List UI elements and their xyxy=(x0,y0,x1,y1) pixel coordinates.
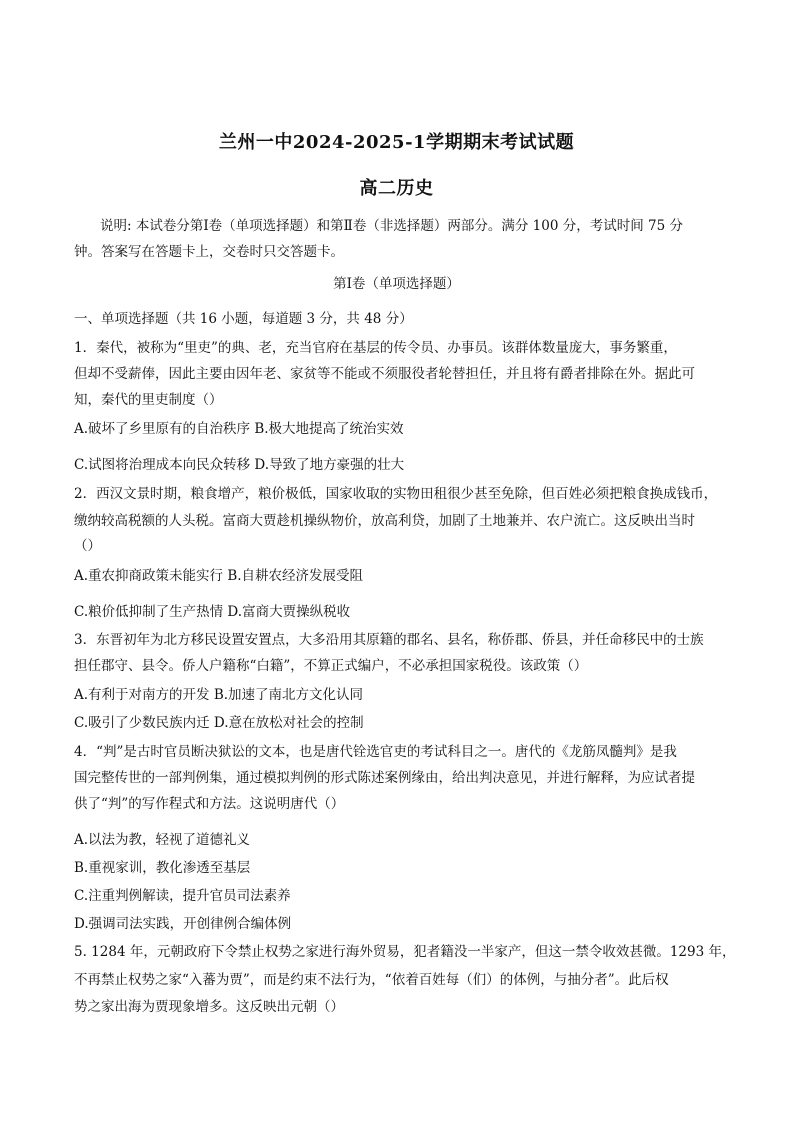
instructions-line-1: 说明: 本试卷分第Ⅰ卷（单项选择题）和第Ⅱ卷（非选择题）两部分。满分 100 分，考试时间 75 分 xyxy=(100,218,683,234)
exam-subtitle: 高二历史 xyxy=(359,178,434,199)
question-1-stem-line: 知，秦代的里吏制度（） xyxy=(74,392,223,408)
question-4-option-c: C.注重判例解读，提升官员司法素养 xyxy=(74,888,291,904)
question-3-stem-line: 3．东晋初年为北方移民设置安置点，大多沿用其原籍的郡名、县名，称侨郡、侨县，并任命移民中的士族 xyxy=(74,632,704,648)
question-4-stem-line: 4．“判”是古时官员断决狱讼的文本，也是唐代铨选官吏的考试科目之一。唐代的《龙筋凤髓判》是我 xyxy=(74,744,677,760)
question-1-stem-line: 但却不受薪俸，因此主要由因年老、家贫等不能或不须服役者轮替担任，并且将有爵者排除在外。据此可 xyxy=(74,366,695,382)
exam-title: 兰州一中2024-2025-1学期期末考试试题 xyxy=(218,132,575,153)
question-4-option-d: D.强调司法实践，开创律例合编体例 xyxy=(74,916,292,932)
question-2-stem-line: 2．西汉文景时期，粮食增产，粮价极低，国家收取的实物田租很少甚至免除，但百姓必须把粮食换成钱币， xyxy=(74,486,718,502)
question-4-option-b: B.重视家训，教化渗透至基层 xyxy=(74,860,251,876)
question-1-stem-line: 1．秦代，被称为“里吏”的典、老，充当官府在基层的传令员、办事员。该群体数量庞大，事务繁重， xyxy=(74,340,677,356)
question-1-options: C.试图将治理成本向民众转移 D.导致了地方豪强的壮大 xyxy=(74,457,405,473)
question-3-options: A.有利于对南方的开发 B.加速了南北方文化认同 xyxy=(74,687,364,703)
question-4-option-a: A.以法为教，轻视了道德礼义 xyxy=(74,832,251,848)
question-3-options: C.吸引了少数民族内迁 D.意在放松对社会的控制 xyxy=(74,715,364,731)
question-4-stem-line: 国完整传世的一部判例集，通过模拟判例的形式陈述案例缘由，给出判决意见，并进行解释，为应试者提 xyxy=(74,770,695,786)
question-4-stem-line: 供了“判”的写作程式和方法。这说明唐代（） xyxy=(74,796,345,812)
question-2-options: C.粮价低抑制了生产热情 D.富商大贾操纵税收 xyxy=(74,604,351,620)
part1-title: 第Ⅰ卷（单项选择题） xyxy=(333,276,460,292)
question-5-stem-line: 不再禁止权势之家“入蕃为贾”，而是约束不法行为，“依着百姓每（们）的体例，与抽分者”。此后权 xyxy=(74,972,669,988)
question-5-stem-line: 势之家出海为贾现象增多。这反映出元朝（） xyxy=(74,999,344,1015)
instructions-line-2: 钟。答案写在答题卡上，交卷时只交答题卡。 xyxy=(74,244,344,260)
section1-title: 一、单项选择题（共 16 小题，每道题 3 分，共 48 分） xyxy=(74,311,413,327)
question-2-stem-line: 缴纳较高税额的人头税。富商大贾趁机操纵物价，放高利贷，加剧了土地兼并、农户流亡。这反映出当时 xyxy=(74,513,695,529)
question-2-stem-line: （） xyxy=(74,538,101,554)
question-2-options: A.重农抑商政策未能实行 B.自耕农经济发展受阻 xyxy=(74,568,364,584)
question-5-stem-line: 5. 1284 年，元朝政府下令禁止权势之家进行海外贸易，犯者籍没一半家产，但这一禁令收效甚微。1293 年， xyxy=(74,944,736,960)
question-3-stem-line: 担任郡守、县令。侨人户籍称“白籍”，不算正式编户，不必承担国家税役。该政策（） xyxy=(74,658,588,674)
question-1-options: A.破坏了乡里原有的自治秩序 B.极大地提高了统治实效 xyxy=(74,421,404,437)
